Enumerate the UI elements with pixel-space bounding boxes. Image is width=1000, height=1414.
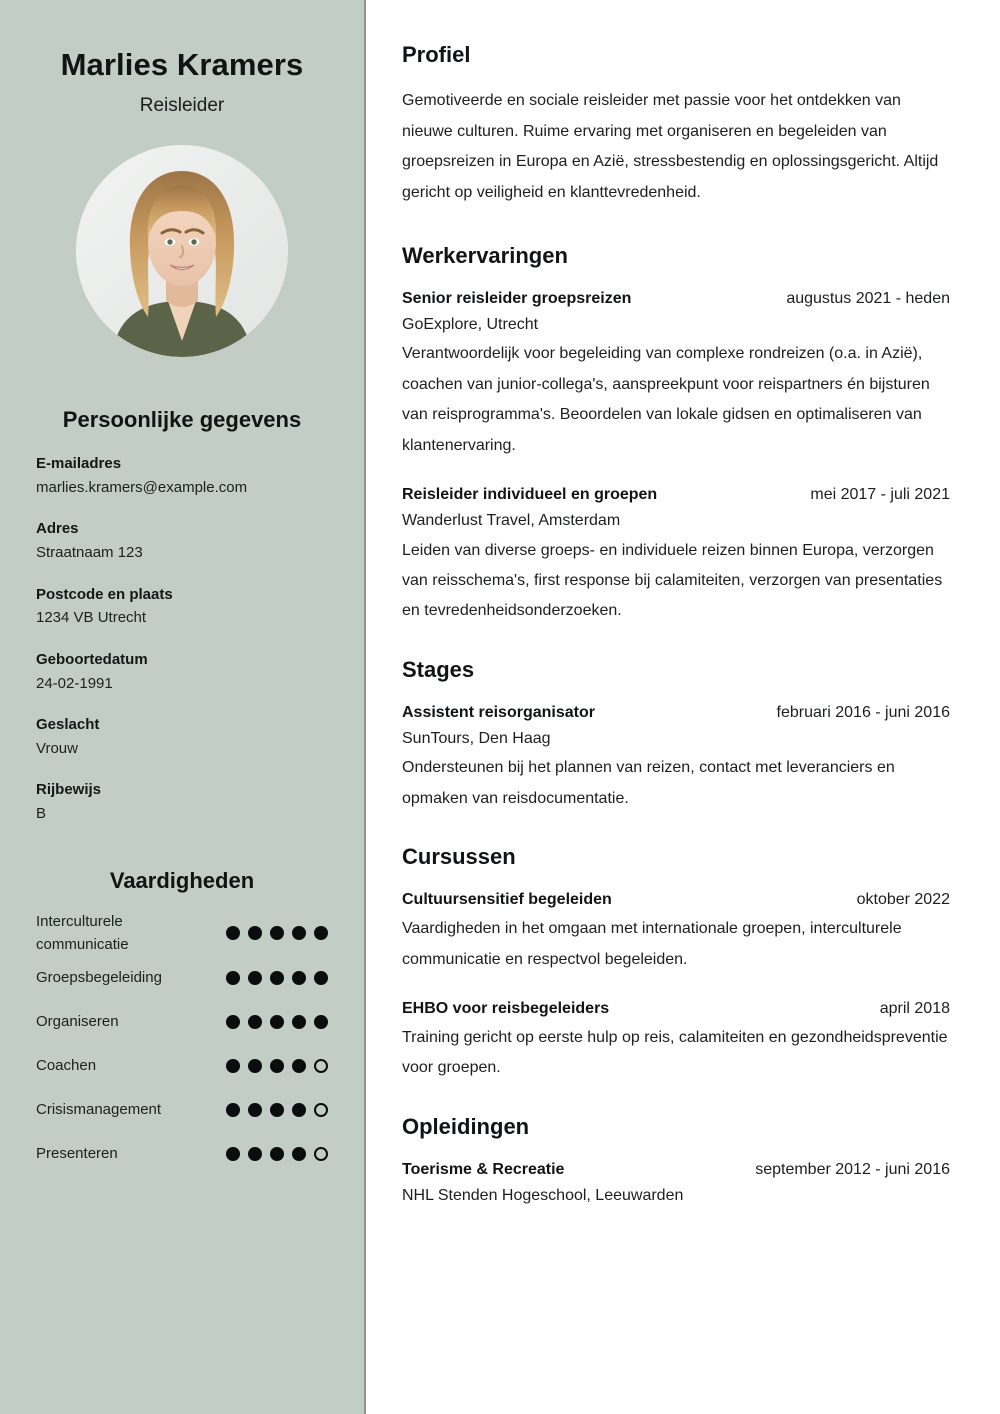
entry-header	[402, 1158, 950, 1182]
detail-label: Rijbewijs	[36, 781, 102, 799]
detail-label: E-mailadres	[36, 455, 122, 472]
entry-date: oktober 2022	[856, 891, 950, 909]
rating-dot-empty	[314, 1103, 328, 1117]
entry-description: Ondersteunen bij het plannen van reizen, contact met leveranciers en opmaken van reisdocumentatie.	[402, 759, 895, 807]
detail-field	[36, 714, 328, 760]
job-role-subtitle: Reisleider	[139, 95, 225, 116]
page-title: Marlies Kramers	[60, 47, 304, 82]
entry-date: mei 2017 - juli 2021	[810, 486, 950, 504]
rating-dot-filled	[270, 1015, 284, 1029]
sidebar	[0, 0, 366, 1414]
detail-field	[36, 518, 328, 564]
entry-description: Verantwoordelijk voor begeleiding van complexe rondreizen (o.a. in Azië), coachen van junior-collega's, aanspreekpunt voor reispartners én bijsturen van reisprogramma's. Beoordelen van lokale gidsen en optimaliseren van klantenervaring.	[402, 345, 930, 454]
section-heading-cursussen: Cursussen	[402, 844, 516, 870]
rating-dot-filled	[314, 926, 328, 940]
entry-organisation: Wanderlust Travel, Amsterdam	[402, 512, 621, 530]
rating-dot-filled	[292, 971, 306, 985]
rating-dot-filled	[248, 1015, 262, 1029]
skill-label: Interculturele communicatie	[36, 912, 129, 953]
skill-label: Groepsbegeleiding	[36, 969, 162, 987]
entry-description: Vaardigheden in het omgaan met internationale groepen, interculturele communicatie en respectvol begeleiden.	[402, 920, 902, 968]
skill-label: Presenteren	[36, 1145, 118, 1163]
entry-header	[402, 483, 950, 507]
skill-rating-dots	[226, 1103, 328, 1117]
entry-date: september 2012 - juni 2016	[755, 1160, 950, 1178]
skill-rating-dots	[226, 1015, 328, 1029]
entry-header	[402, 287, 950, 311]
avatar-wrapper	[36, 145, 328, 357]
entry-date: augustus 2021 - heden	[786, 289, 950, 307]
rating-dot-filled	[292, 1059, 306, 1073]
opleidingen-entries	[402, 1158, 950, 1209]
section-profiel	[402, 42, 950, 209]
section-heading-personal-details: Persoonlijke gegevens	[62, 407, 302, 432]
experience-entry	[402, 888, 950, 975]
entry-title: Assistent reisorganisator	[402, 703, 595, 721]
rating-dot-filled	[248, 1059, 262, 1073]
entry-organisation: SunTours, Den Haag	[402, 729, 551, 747]
experience-entry	[402, 1158, 950, 1209]
detail-value: 1234 VB Utrecht	[36, 609, 147, 627]
entry-date: april 2018	[879, 999, 950, 1017]
rating-dot-filled	[270, 926, 284, 940]
skill-row	[36, 910, 328, 957]
rating-dot-filled	[292, 1103, 306, 1117]
skill-row	[36, 1132, 328, 1176]
rating-dot-filled	[226, 1059, 240, 1073]
section-cursussen	[402, 844, 950, 1084]
skill-rating-dots	[226, 971, 328, 985]
detail-label: Geboortedatum	[36, 650, 148, 668]
rating-dot-filled	[292, 1147, 306, 1161]
rating-dot-filled	[248, 971, 262, 985]
werkervaringen-entries	[402, 287, 950, 627]
detail-field	[36, 649, 328, 695]
personal-details-list	[36, 453, 328, 826]
entry-header	[402, 888, 950, 912]
stages-entries	[402, 701, 950, 814]
entry-title: Toerisme & Recreatie	[402, 1160, 565, 1178]
rating-dot-filled	[270, 1103, 284, 1117]
detail-label: Postcode en plaats	[36, 585, 173, 603]
skill-label: Crisismanagement	[36, 1101, 162, 1119]
rating-dot-filled	[292, 1015, 306, 1029]
skill-rating-dots	[226, 1059, 328, 1073]
entry-header	[402, 701, 950, 725]
detail-field	[36, 453, 328, 499]
rating-dot-filled	[270, 971, 284, 985]
entry-title: Senior reisleider groepsreizen	[402, 289, 632, 307]
portrait-photo-icon	[76, 145, 288, 357]
rating-dot-filled	[292, 926, 306, 940]
detail-value: marlies.kramers@example.com	[36, 478, 248, 496]
section-heading-werkervaringen: Werkervaringen	[402, 242, 568, 268]
entry-date: februari 2016 - juni 2016	[776, 703, 950, 721]
rating-dot-empty	[314, 1147, 328, 1161]
rating-dot-filled	[226, 926, 240, 940]
rating-dot-filled	[226, 1015, 240, 1029]
detail-label: Geslacht	[36, 716, 100, 733]
section-heading-stages: Stages	[402, 656, 475, 682]
section-opleidingen	[402, 1114, 950, 1209]
rating-dot-filled	[314, 1015, 328, 1029]
entry-organisation: GoExplore, Utrecht	[402, 315, 539, 333]
skill-row	[36, 956, 328, 1000]
skill-row	[36, 1044, 328, 1088]
skill-row	[36, 1088, 328, 1132]
rating-dot-filled	[314, 971, 328, 985]
section-werkervaringen	[402, 243, 950, 627]
detail-value: Vrouw	[36, 739, 78, 757]
detail-field	[36, 584, 328, 630]
experience-entry	[402, 997, 950, 1084]
profile-text: Gemotiveerde en sociale reisleider met passie voor het ontdekken van nieuwe culturen. Ruime ervaring met organiseren en begeleiden van groepsreizen in Europa en Azië, stressbestendig en oplossingsgericht. Altijd gericht op veiligheid en klanttevredenheid.	[402, 92, 939, 202]
detail-label: Adres	[36, 520, 79, 538]
rating-dot-filled	[248, 926, 262, 940]
avatar	[76, 145, 288, 357]
skills-list	[36, 910, 328, 1177]
rating-dot-filled	[226, 1147, 240, 1161]
detail-value: B	[36, 805, 47, 822]
section-heading-opleidingen: Opleidingen	[402, 1113, 530, 1139]
skill-rating-dots	[226, 926, 328, 940]
rating-dot-filled	[248, 1147, 262, 1161]
entry-title: Cultuursensitief begeleiden	[402, 891, 612, 909]
skill-rating-dots	[226, 1147, 328, 1161]
rating-dot-filled	[248, 1103, 262, 1117]
entry-description: Leiden van diverse groeps- en individuele reizen binnen Europa, verzorgen van reisschema's, first response bij calamiteiten, verzorgen van presentaties en tevredenheidsonderzoeken.	[402, 541, 943, 620]
section-stages	[402, 657, 950, 814]
experience-entry	[402, 287, 950, 461]
skill-row	[36, 1000, 328, 1044]
main-content	[366, 0, 1000, 1414]
skill-label: Coachen	[36, 1057, 97, 1075]
entry-description: Training gericht op eerste hulp op reis, calamiteiten en gezondheidspreventie voor groepen.	[402, 1028, 948, 1077]
section-heading-profiel: Profiel	[402, 42, 471, 67]
experience-entry	[402, 483, 950, 627]
rating-dot-filled	[270, 1059, 284, 1073]
rating-dot-filled	[226, 971, 240, 985]
rating-dot-filled	[226, 1103, 240, 1117]
rating-dot-filled	[270, 1147, 284, 1161]
entry-title: Reisleider individueel en groepen	[402, 486, 658, 504]
entry-organisation: NHL Stenden Hogeschool, Leeuwarden	[402, 1186, 684, 1204]
skill-label: Organiseren	[36, 1013, 119, 1031]
experience-entry	[402, 701, 950, 814]
detail-value: Straatnaam 123	[36, 544, 143, 561]
entry-header	[402, 997, 950, 1021]
entry-title: EHBO voor reisbegeleiders	[402, 999, 610, 1017]
detail-value: 24-02-1991	[36, 674, 113, 692]
section-heading-skills: Vaardigheden	[109, 867, 255, 893]
detail-field	[36, 779, 328, 825]
cursussen-entries	[402, 888, 950, 1084]
rating-dot-empty	[314, 1059, 328, 1073]
